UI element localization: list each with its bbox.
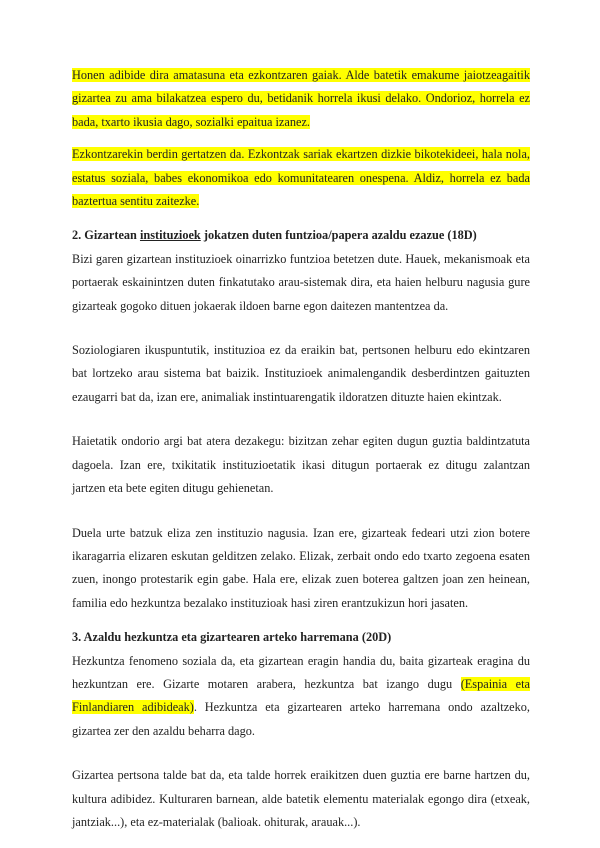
- paragraph-society-culture: Gizartea pertsona talde bat da, eta talde horrek eraikitzen duen guztia ere barne hartzen du, kultura adibidez. Kulturaren barnean, alde batetik elementu materialak egongo dira (etxeak, jantziak...), eta ez-materialak (balioak. ohiturak, arauak...).: [72, 768, 530, 829]
- paragraph-text: Hezkuntza fenomeno soziala da, eta gizartean eragin handia du, baita gizarteak eragina du hezkuntzan ere. Gizarte motaren arabera, hezkuntza bat izango dugu: [72, 653, 530, 691]
- paragraph-institutions-function: Bizi garen gizartean instituzioek oinarrizko funtzioa betetzen dute. Hauek, mekanismoak eta portaerak eskainintzen duten finkatutako arau-sistemak dira, eta haien helburu nagusia gure gizarteak gogoko dituen jokaerak ildoen barne egon daitezen mantentzea da.: [72, 251, 530, 313]
- paragraph-motherhood-marriage: [72, 64, 530, 134]
- highlighted-text: (Espainia eta Finlandiaren adibideak): [72, 676, 530, 715]
- paragraph-church-history: Duela urte batzuk eliza zen instituzio nagusia. Izan ere, gizarteak fedeari utzi zion botere ikaragarria elizaren eskutan gelditzen zelako. Elizak, zerbait ondo edo txarto zegoena esaten zuen, inongo protestarik egin gabe. Hala ere, elizak zuen boterea galtzen joan zen heinean, familia edo hezkuntza bezalako instituzioak hasi ziren erantzukizun hori jasaten.: [72, 525, 530, 610]
- highlighted-text: Ezkontzarekin berdin gertatzen da. Ezkontzak sariak ekartzen dizkie bikotekideei, hala nola, estatus soziala, babes ekonomikoa edo komunitatearen onespena. Aldiz, horrela ez bada baztertua sentitu zaitezke.: [72, 147, 530, 209]
- paragraph-education-social: [72, 650, 530, 744]
- heading-prefix: 2. Gizartean: [72, 228, 140, 243]
- section-heading-education-society: 3. Azaldu hezkuntza eta gizartearen arteko harremana (20D): [72, 630, 392, 645]
- heading-underlined-term: instituzioek: [139, 228, 201, 243]
- section-heading-institutions: [72, 224, 530, 247]
- heading-suffix: jokatzen duten funtzioa/papera azaldu ezazue (18D): [200, 228, 477, 243]
- paragraph-marriage-benefits: [72, 143, 530, 213]
- paragraph-sociology-view: Soziologiaren ikuspuntutik, instituzioa ez da eraikin bat, pertsonen helburu edo ekintzaren bat lortzeko arau sistema bat baizik. Instituzioek animalengandik desberdintzen gaituzten ezaugarri bat da, izan ere, animaliak instintuarengatik ildoratzen dituzte haien ekintzak.: [72, 343, 530, 404]
- paragraph-conclusion: Haietatik ondorio argi bat atera dezakegu: bizitzan zehar egiten dugun guztia baldintzatuta dagoela. Izan ere, txikitatik instituzioetatik ikasi ditugun portaerak ez ditugu zalantzan jartzen eta bete egiten ditugu gehienetan.: [72, 434, 530, 496]
- highlighted-text: Honen adibide dira amatasuna eta ezkontzaren gaiak. Alde batetik emakume jaiotzeagaitik gizartea zu ama bilakatzea espero du, betidanik horrela ikusi delako. Ondorioz, horrela ez bada, txarto ikusia dago, sozialki epaitua izanez.: [72, 68, 530, 129]
- paragraph-text: . Hezkuntza eta gizartearen arteko harremana ondo azaltzeko, gizartea zer den azaldu beharra dago.: [72, 700, 531, 738]
